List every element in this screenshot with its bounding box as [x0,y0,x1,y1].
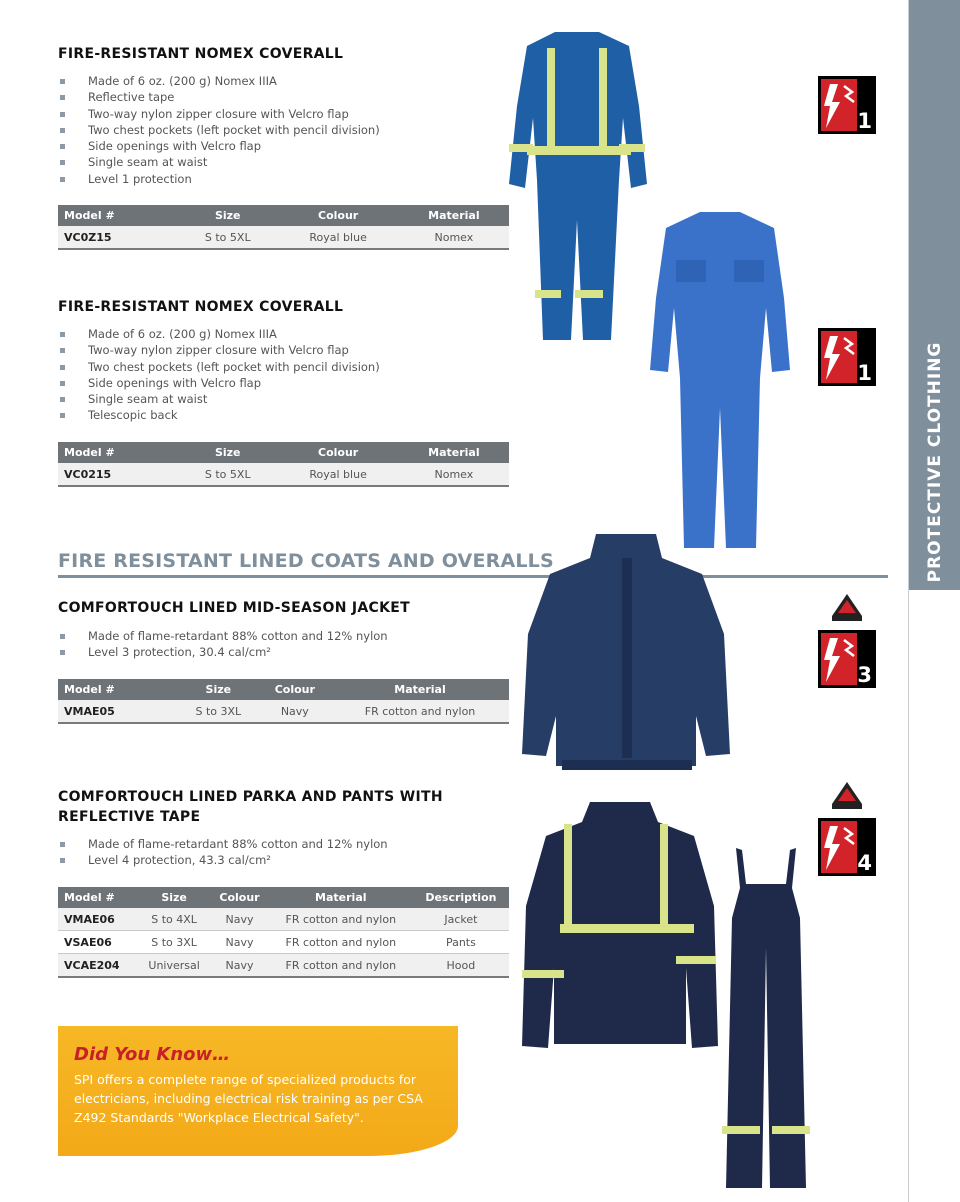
feature-item: Level 1 protection [58,171,380,187]
table-row [58,908,509,931]
col-header: Model # [58,679,178,700]
cell-colour: Royal blue [277,226,398,249]
cell-model: VSAE06 [58,931,138,954]
col-header: Material [399,442,509,463]
product-1-features [58,73,380,187]
table-row [58,226,509,249]
feature-item: Made of flame-retardant 88% cotton and 12% nylon [58,836,388,852]
side-tab [908,0,960,1202]
col-header: Model # [58,887,138,908]
cell-model: VCAE204 [58,954,138,978]
feature-item: Made of 6 oz. (200 g) Nomex IIIA [58,73,380,89]
cell-model: VMAE06 [58,908,138,931]
product-1-title: FIRE-RESISTANT NOMEX COVERALL [58,46,344,62]
feature-item: Side openings with Velcro flap [58,138,380,154]
feature-item: Two-way nylon zipper closure with Velcro flap [58,106,380,122]
col-header: Material [331,679,509,700]
product-4-features [58,836,388,869]
cell-size: S to 3XL [138,931,210,954]
feature-item: Made of 6 oz. (200 g) Nomex IIIA [58,326,380,342]
feature-item: Two chest pockets (left pocket with pencil division) [58,359,380,375]
cell-model: VMAE05 [58,700,178,723]
hazard-level: 3 [857,663,872,687]
cell-colour: Royal blue [277,463,398,486]
feature-item: Level 3 protection, 30.4 cal/cm² [58,644,388,660]
col-header: Model # [58,442,178,463]
product-4-title-line2: REFLECTIVE TAPE [58,809,201,825]
coverall-reflective-image [505,28,650,346]
col-header: Colour [259,679,331,700]
feature-item: Two chest pockets (left pocket with pencil division) [58,122,380,138]
brand-logo-icon [830,592,864,622]
product-2-spec-table [58,442,509,487]
col-header: Size [138,887,210,908]
cell-description: Jacket [413,908,509,931]
table-row [58,954,509,978]
cell-material: FR cotton and nylon [269,954,413,978]
feature-item: Telescopic back [58,407,380,423]
cell-size: Universal [138,954,210,978]
arc-flash-level-3-icon [818,630,876,688]
col-header: Colour [277,442,398,463]
bib-pants-image [716,848,816,1198]
did-you-know-title: Did You Know… [74,1044,231,1065]
cell-colour: Navy [210,931,269,954]
cell-material: Nomex [399,226,509,249]
product-4-spec-table [58,887,509,978]
table-row [58,700,509,723]
product-3-features [58,628,388,661]
col-header: Colour [277,205,398,226]
cell-colour: Navy [210,954,269,978]
cell-size: S to 3XL [178,700,259,723]
col-header: Description [413,887,509,908]
coverall-image [648,210,792,558]
cell-model: VC0Z15 [58,226,178,249]
brand-logo-icon [830,780,864,810]
col-header: Size [178,442,277,463]
section-divider [58,575,888,578]
cell-description: Pants [413,931,509,954]
cell-model: VC0215 [58,463,178,486]
hazard-level: 1 [857,109,872,133]
col-header: Material [269,887,413,908]
parka-image [520,800,720,1050]
cell-size: S to 5XL [178,463,277,486]
cell-colour: Navy [210,908,269,931]
did-you-know-callout [58,1026,458,1156]
hazard-level: 4 [857,851,872,875]
feature-item: Two-way nylon zipper closure with Velcro flap [58,342,380,358]
product-2-title: FIRE-RESISTANT NOMEX COVERALL [58,299,344,315]
arc-flash-level-4-icon [818,818,876,876]
col-header: Colour [210,887,269,908]
table-row [58,931,509,954]
feature-item: Reflective tape [58,89,380,105]
feature-item: Made of flame-retardant 88% cotton and 12% nylon [58,628,388,644]
cell-colour: Navy [259,700,331,723]
product-3-spec-table [58,679,509,724]
product-2-features [58,326,380,424]
feature-item: Single seam at waist [58,154,380,170]
product-4-title [58,787,443,827]
col-header: Material [399,205,509,226]
cell-material: Nomex [399,463,509,486]
cell-material: FR cotton and nylon [331,700,509,723]
arc-flash-level-1-icon [818,328,876,386]
did-you-know-text: SPI offers a complete range of specialized products for electricians, including electrical risk training as per CSA Z492 Standards "Workplace Electrical Safety". [74,1072,423,1125]
cell-size: S to 4XL [138,908,210,931]
cell-description: Hood [413,954,509,978]
cell-material: FR cotton and nylon [269,931,413,954]
side-tab-label: PROTECTIVE CLOTHING [925,341,945,583]
product-4-title-line1: COMFORTOUCH LINED PARKA AND PANTS WITH [58,789,443,805]
feature-item: Side openings with Velcro flap [58,375,380,391]
hazard-level: 1 [857,361,872,385]
col-header: Model # [58,205,178,226]
col-header: Size [178,679,259,700]
product-3-title: COMFORTOUCH LINED MID-SEASON JACKET [58,600,410,616]
product-1-spec-table [58,205,509,250]
feature-item: Single seam at waist [58,391,380,407]
arc-flash-level-1-icon [818,76,876,134]
feature-item: Level 4 protection, 43.3 cal/cm² [58,852,388,868]
cell-material: FR cotton and nylon [269,908,413,931]
col-header: Size [178,205,277,226]
cell-size: S to 5XL [178,226,277,249]
mid-season-jacket-image [522,532,730,772]
section-title: FIRE RESISTANT LINED COATS AND OVERALLS [58,550,554,572]
table-row [58,463,509,486]
